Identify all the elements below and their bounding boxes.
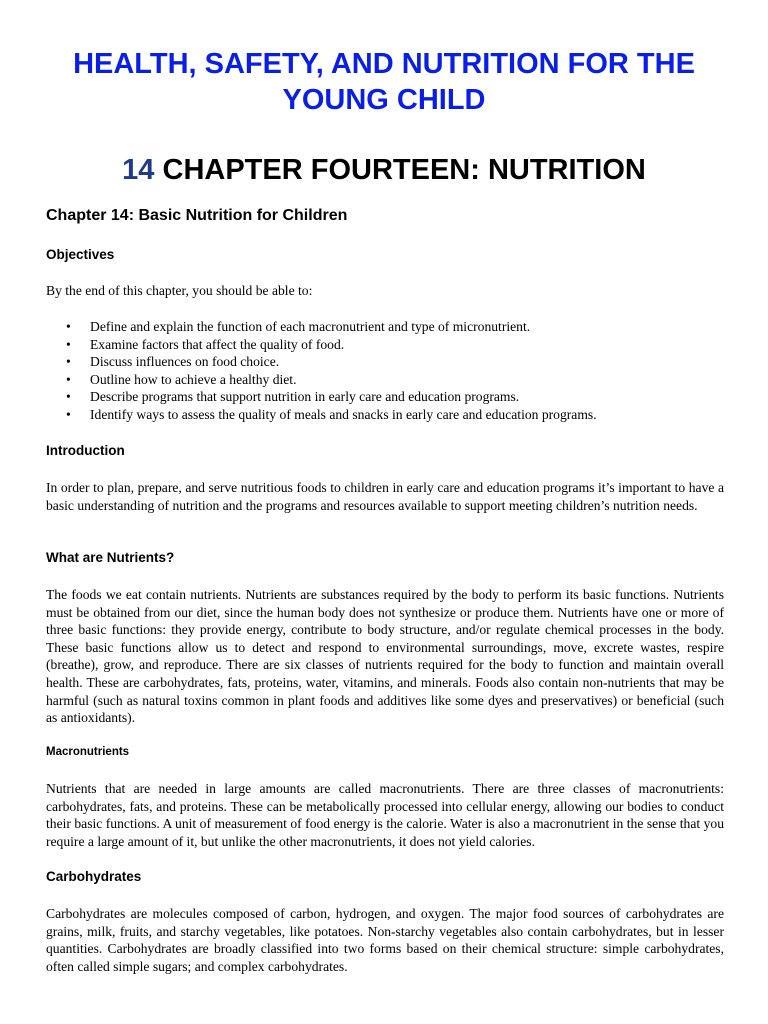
list-item: • Discuss influences on food choice. xyxy=(66,354,280,370)
list-item: • Outline how to achieve a healthy diet. xyxy=(66,371,297,387)
chapter-title-text: CHAPTER FOURTEEN: NUTRITION xyxy=(162,154,646,186)
list-item: • Define and explain the function of each macronutrient and type of micronutrient. xyxy=(66,319,531,334)
macronutrients-heading: Macronutrients xyxy=(46,746,130,758)
book-title: HEALTH, SAFETY, AND NUTRITION FOR THE YOUNG CHILD xyxy=(73,48,695,116)
list-item: • Describe programs that support nutrition in early care and education programs. xyxy=(66,389,520,405)
list-item: • Identify ways to assess the quality of meals and snacks in early care and education programs. xyxy=(66,406,597,422)
introduction-text: In order to plan, prepare, and serve nutritious foods to children in early care and education programs it’s important to have a basic understanding of nutrition and the programs and resources available to support meeting children’s nutrition needs. xyxy=(46,480,724,513)
list-item: • Examine factors that affect the quality of food. xyxy=(66,336,345,352)
chapter-number: 14 xyxy=(122,154,155,186)
objectives-list xyxy=(46,318,768,424)
nutrients-text: The foods we eat contain nutrients. Nutrients are substances required by the body to perform its basic functions. Nutrients must be obtained from our diet, since the human body does not synthesize or produce them. Nutrients have one or more of three basic functions: they provide energy, contribute to body structure, and/or regulate chemical processes in the body. These basic functions allow us to detect and respond to environmental surroundings, move, excrete wastes, respire (breathe), grow, and reproduce. There are six classes of nutrients required for the body to function and maintain overall health. These are carbohydrates, fats, proteins, water, vitamins, and minerals. Foods also contain non-nutrients that may be harmful (such as natural toxins common in plant foods and additives like some dyes and preservatives) or beneficial (such as antioxidants). xyxy=(46,587,724,726)
chapter-title xyxy=(40,152,728,188)
carbohydrates-text: Carbohydrates are molecules composed of carbon, hydrogen, and oxygen. The major food sources of carbohydrates are grains, milk, fruits, and starchy vegetables, like potatoes. Non-starchy vegetables also contain carbohydrates, but in lesser quantities. Carbohydrates are broadly classified into two forms based on their chemical structure: simple carbohydrates, often called simple sugars; and complex carbohydrates. xyxy=(46,906,724,974)
objectives-heading: Objectives xyxy=(46,247,115,262)
chapter-heading: Chapter 14: Basic Nutrition for Children xyxy=(46,207,348,224)
introduction-heading: Introduction xyxy=(46,443,125,458)
nutrients-heading: What are Nutrients? xyxy=(46,550,175,565)
carbohydrates-heading: Carbohydrates xyxy=(46,869,142,884)
macronutrients-text: Nutrients that are needed in large amounts are called macronutrients. There are three classes of macronutrients: carbohydrates, fats, and proteins. These can be metabolically processed into cellular energy, allowing our bodies to conduct their basic functions. A unit of measurement of food energy is the calorie. Water is also a macronutrient in the sense that you require a large amount of it, but unlike the other macronutrients, it does not yield calories. xyxy=(46,781,724,849)
objectives-intro: By the end of this chapter, you should be able to: xyxy=(46,283,313,298)
